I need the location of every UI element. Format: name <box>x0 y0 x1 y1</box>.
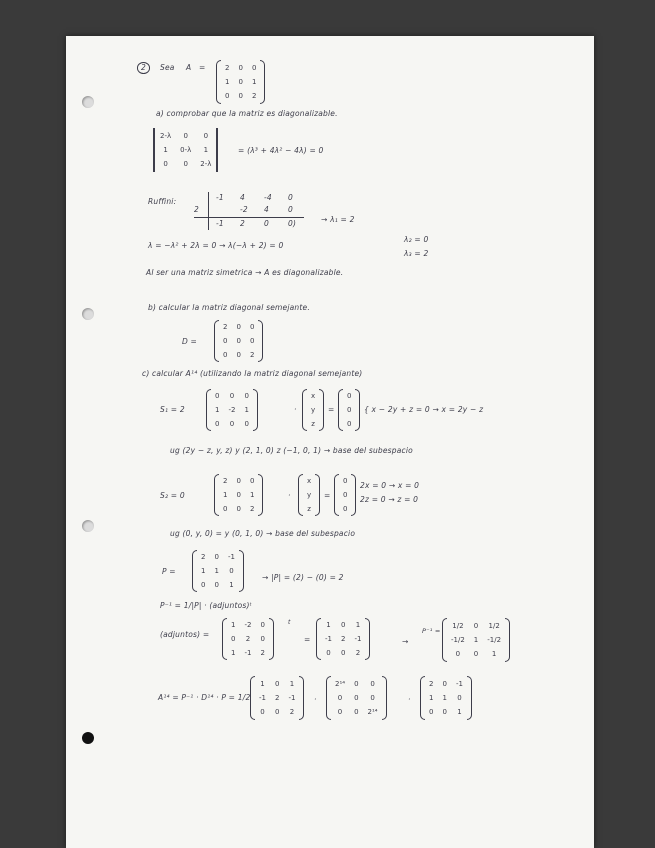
matrix-entry: -1 <box>227 553 235 562</box>
final-matrix-3 <box>420 676 472 720</box>
matrix-entry: 0 <box>223 350 228 359</box>
matrix-entry: -2 <box>228 405 236 414</box>
matrix-entry: 0 <box>244 419 249 428</box>
p-determinant: → |P| = (2) − (0) = 2 <box>262 573 344 582</box>
matrix-entry: 0 <box>229 392 235 401</box>
matrix-bracket-right <box>253 389 258 431</box>
matrix-entry: 0 <box>457 693 462 702</box>
matrix-entry: -1 <box>244 648 252 657</box>
matrix-entry: 0 <box>455 650 461 659</box>
matrix-entry: 0 <box>340 621 346 630</box>
matrix-entry: 2 <box>249 504 255 513</box>
matrix-entry: 0 <box>231 634 236 643</box>
matrix-entry: -1 <box>288 693 296 702</box>
ruffini-horizontal-line <box>194 217 304 218</box>
matrix-entry: 1 <box>429 693 434 702</box>
matrix-entry: 2 <box>223 477 228 486</box>
matrix-entry: 1 <box>244 405 249 414</box>
matrix-entry: 1 <box>355 621 361 630</box>
matrix-entry: 1 <box>473 635 479 644</box>
matrix-entry: -1 <box>259 693 266 702</box>
matrix-entry: 2 <box>260 648 265 657</box>
matrix-entry: 0 <box>473 621 479 630</box>
matrix-entry: 0 <box>370 693 375 702</box>
matrix-entry: y <box>311 405 316 414</box>
matrix-entry: -1 <box>325 634 332 643</box>
matrix-bracket-right <box>355 389 360 431</box>
ruffini-cell: 0) <box>288 219 297 228</box>
matrix-bracket-left <box>153 128 155 172</box>
xyz-vector <box>302 389 324 431</box>
matrix-p-label: P = <box>162 567 176 576</box>
binder-hole <box>82 96 94 108</box>
matrix-entry: 2 <box>274 693 280 702</box>
matrix-entry: 0 <box>229 566 234 575</box>
matrix-entry: 0 <box>326 648 331 657</box>
matrix-entry: 2 <box>223 323 228 332</box>
matrix-entry: 1 <box>231 648 236 657</box>
part-b-heading: b) calcular la matriz diagonal semejante. <box>148 303 310 312</box>
matrix-entry: 0 <box>442 679 447 688</box>
matrix-bracket-right <box>258 474 263 516</box>
matrix-entry: 0 <box>215 419 220 428</box>
ruffini-cell: 2 <box>194 205 199 214</box>
matrix-entry: 0 <box>347 419 352 428</box>
matrix-d-label: D = <box>182 337 198 346</box>
matrix-entry: 0-λ <box>180 145 192 154</box>
matrix-bracket-right <box>382 676 387 720</box>
matrix-entry: 2 <box>225 63 230 72</box>
matrix-entry: 0 <box>343 490 348 499</box>
xyz-vector <box>298 474 320 516</box>
matrix-entry: 1 <box>225 77 230 86</box>
matrix-entry: 2 <box>249 350 255 359</box>
matrix-entry: 1/2 <box>488 621 500 630</box>
matrix-bracket-right <box>315 474 320 516</box>
matrix-entry: y <box>307 490 312 499</box>
matrix-entry: 0 <box>183 131 188 140</box>
binder-hole <box>82 520 94 532</box>
matrix-entry: 0 <box>249 336 255 345</box>
ruffini-cell: 4 <box>264 205 269 214</box>
matrix-name: A <box>186 63 192 72</box>
matrix-bracket-right <box>269 618 274 660</box>
matrix-entry: 0 <box>229 419 235 428</box>
ruffini-cell: 0 <box>288 193 293 202</box>
matrix-entry: 1 <box>163 145 168 154</box>
adjuntos-label: (adjuntos) = <box>160 630 210 639</box>
matrix-entry: 2-λ <box>200 160 212 169</box>
dot: · <box>408 695 411 704</box>
matrix-entry: 0 <box>225 92 230 101</box>
dot: · <box>314 695 317 704</box>
matrix-entry: x <box>307 477 312 486</box>
final-matrix-1 <box>250 676 304 720</box>
matrix-entry: 0 <box>214 580 219 589</box>
matrix-bracket-right <box>258 320 263 362</box>
part-c-heading: c) calcular A¹⁴ (utilizando la matriz diagonal semejante) <box>142 369 363 378</box>
matrix-entry: 1 <box>260 679 265 688</box>
ruffini-cell: -1 <box>216 193 224 202</box>
matrix-entry: 0 <box>236 336 241 345</box>
problem-number: 2 <box>137 62 150 74</box>
matrix-entry: 0 <box>442 708 447 717</box>
root-2: λ₂ = 0 <box>404 235 429 244</box>
matrix-entry: 1 <box>214 566 219 575</box>
matrix-entry: 0 <box>244 392 249 401</box>
matrix-entry: 0 <box>337 693 343 702</box>
ruffini-cell: -2 <box>240 205 248 214</box>
ruffini-cell: -4 <box>264 193 272 202</box>
matrix-entry: 1 <box>326 621 331 630</box>
matrix-entry: 0 <box>183 160 188 169</box>
det-result: = (λ³ + 4λ² − 4λ) = 0 <box>238 146 324 155</box>
matrix-entry: 1 <box>251 77 257 86</box>
matrix-entry: 2 <box>201 553 206 562</box>
matrix-entry: 0 <box>236 477 241 486</box>
matrix-bracket-right <box>365 618 370 660</box>
matrix-entry: 1 <box>201 566 206 575</box>
matrix-entry: z <box>311 419 315 428</box>
notebook-page <box>66 36 594 848</box>
quadratic-equation: λ = −λ² + 2λ = 0 → λ(−λ + 2) = 0 <box>148 241 284 250</box>
matrix-entry: 0 <box>214 553 219 562</box>
matrix-entry: 0 <box>260 708 265 717</box>
matrix-entry: 0 <box>223 336 228 345</box>
matrix-entry: 0 <box>238 77 243 86</box>
matrix-entry: 0 <box>249 477 255 486</box>
final-matrix-2 <box>326 676 387 720</box>
matrix-p <box>192 550 244 592</box>
det-matrix <box>152 128 219 172</box>
matrix-entry: z <box>307 504 311 513</box>
matrix-entry: 0 <box>236 490 241 499</box>
adjuntos-matrix <box>222 618 274 660</box>
matrix-bracket-right <box>467 676 472 720</box>
zero-vector <box>338 389 360 431</box>
matrix-entry: 0 <box>429 708 434 717</box>
matrix-entry: 1 <box>215 405 220 414</box>
arrow: → <box>402 637 409 646</box>
matrix-entry: 1 <box>223 490 228 499</box>
matrix-entry: 0 <box>260 621 265 630</box>
s2-basis: ug (0, y, 0) = y (0, 1, 0) → base del subespacio <box>170 529 356 538</box>
binder-hole <box>82 732 94 744</box>
matrix-entry: 0 <box>370 679 375 688</box>
matrix-d <box>214 320 263 362</box>
matrix-entry: 2 <box>340 634 346 643</box>
matrix-entry: 1 <box>231 621 236 630</box>
ruffini-label: Ruffini: <box>148 197 177 206</box>
matrix-bracket-right <box>299 676 304 720</box>
s2-equation-2: 2z = 0 → z = 0 <box>360 495 419 504</box>
matrix-entry: 1 <box>229 580 234 589</box>
ruffini-cell: 0 <box>264 219 269 228</box>
matrix-entry: 1 <box>249 490 255 499</box>
pinv-label: P⁻¹ = <box>422 627 441 635</box>
matrix-bracket-right <box>319 389 324 431</box>
ruffini-table <box>194 194 314 230</box>
part-a-conclusion: Al ser una matriz simetrica → A es diagonalizable. <box>146 268 344 277</box>
statement-label: Sea <box>160 63 175 72</box>
pinv-formula: P⁻¹ = 1/|P| · (adjuntos)ᵗ <box>160 601 253 610</box>
matrix-entry: 0 <box>337 708 343 717</box>
matrix-entry: -1/2 <box>487 635 502 644</box>
matrix-entry: 0 <box>236 323 241 332</box>
matrix-entry: 1 <box>289 679 295 688</box>
matrix-entry: 1 <box>491 650 497 659</box>
s2-equation-1: 2x = 0 → x = 0 <box>360 481 420 490</box>
matrix-entry: 0 <box>251 63 257 72</box>
matrix-entry: 0 <box>238 63 243 72</box>
s2-matrix <box>214 474 263 516</box>
equals-sign: = <box>324 491 331 500</box>
adjuntos-transpose-matrix <box>316 618 370 660</box>
ruffini-vertical-line <box>208 192 209 230</box>
s1-matrix <box>206 389 258 431</box>
matrix-bracket-right <box>239 550 244 592</box>
matrix-entry: 0 <box>249 323 255 332</box>
matrix-entry: 0 <box>203 131 209 140</box>
matrix-bracket-right <box>351 474 356 516</box>
matrix-entry: 2-λ <box>160 131 172 140</box>
matrix-entry: 0 <box>223 504 228 513</box>
matrix-entry: 0 <box>473 650 479 659</box>
equals-sign: = <box>199 63 206 72</box>
matrix-entry: 1 <box>442 693 447 702</box>
s2-label: S₂ = 0 <box>160 491 185 500</box>
matrix-entry: 0 <box>238 92 243 101</box>
matrix-entry: 0 <box>274 708 280 717</box>
matrix-entry: -1 <box>354 634 362 643</box>
matrix-entry: 0 <box>343 477 348 486</box>
ruffini-result: → λ₁ = 2 <box>321 215 355 224</box>
root-3: λ₃ = 2 <box>404 249 429 258</box>
matrix-entry: 2 <box>245 634 251 643</box>
matrix-entry: -2 <box>244 621 252 630</box>
ruffini-cell: 0 <box>288 205 293 214</box>
s1-basis: ug (2y − z, y, z) y (2, 1, 0) z (−1, 0, 1) → base del subespacio <box>170 446 413 455</box>
matrix-entry: 0 <box>354 679 359 688</box>
ruffini-cell: -1 <box>216 219 224 228</box>
matrix-entry: 0 <box>347 392 352 401</box>
matrix-entry: 1/2 <box>452 621 464 630</box>
matrix-entry: 0 <box>215 392 220 401</box>
equals-sign: = <box>328 405 335 414</box>
matrix-a <box>216 60 265 104</box>
binder-hole <box>82 308 94 320</box>
matrix-entry: 0 <box>347 405 352 414</box>
matrix-entry: 0 <box>354 708 359 717</box>
matrix-entry: x <box>311 392 316 401</box>
matrix-entry: -1/2 <box>451 635 465 644</box>
matrix-entry: 0 <box>236 504 241 513</box>
matrix-entry: -1 <box>455 679 463 688</box>
matrix-bracket-right <box>260 60 265 104</box>
matrix-bracket-right <box>216 128 218 172</box>
equals-sign: = <box>304 635 311 644</box>
matrix-entry: 1 <box>457 708 462 717</box>
matrix-entry: 2 <box>355 648 361 657</box>
matrix-entry: 0 <box>343 504 348 513</box>
matrix-entry: 0 <box>274 679 280 688</box>
matrix-entry: 2¹⁴ <box>335 679 346 688</box>
part-a-heading: a) comprobar que la matriz es diagonalizable. <box>156 109 338 118</box>
matrix-entry: 2¹⁴ <box>367 708 378 717</box>
matrix-entry: 1 <box>203 145 209 154</box>
s1-label: S₁ = 2 <box>160 405 185 414</box>
ruffini-cell: 4 <box>240 193 245 202</box>
matrix-entry: 0 <box>201 580 206 589</box>
dot: · <box>288 491 291 500</box>
pinv-matrix <box>442 618 510 662</box>
matrix-entry: 0 <box>163 160 168 169</box>
transpose-marker: t <box>288 619 291 626</box>
zero-vector <box>334 474 356 516</box>
matrix-entry: 0 <box>354 693 359 702</box>
s1-equation: { x − 2y + z = 0 → x = 2y − z <box>364 405 484 414</box>
matrix-entry: 2 <box>251 92 257 101</box>
matrix-entry: 0 <box>260 634 265 643</box>
matrix-entry: 2 <box>289 708 295 717</box>
matrix-bracket-right <box>505 618 510 662</box>
matrix-entry: 0 <box>236 350 241 359</box>
matrix-entry: 0 <box>340 648 346 657</box>
ruffini-cell: 2 <box>240 219 245 228</box>
final-expression-label: A¹⁴ = P⁻¹ · D¹⁴ · P = 1/2 <box>158 693 251 702</box>
dot: · <box>294 405 297 414</box>
matrix-entry: 2 <box>429 679 434 688</box>
